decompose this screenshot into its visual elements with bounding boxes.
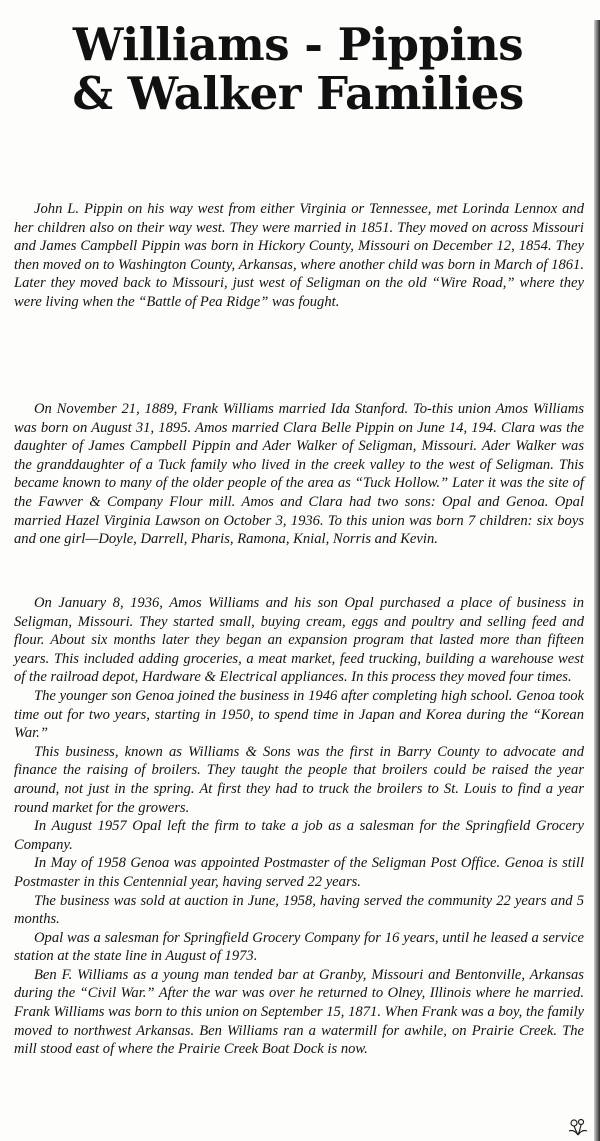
paragraph: On January 8, 1936, Amos Williams and his son Opal purchased a place of business in Seligman, Missouri. They started small, buying cream, eggs and poultry and selling feed and flour. About six months later they began an expansion program that lasted more than fifteen years. This included adding groceries, a meat market, feed trucking, building a warehouse west of the railroad depot, Hardware & Electrical appliances. In this process they moved four times. bbox=[14, 595, 584, 686]
section-williams-business bbox=[14, 594, 584, 1059]
paragraph: The younger son Genoa joined the business in 1946 after completing high school. Genoa took time out for two years, starting in 1950, to spend time in Japan and Korea during the “Korean War.” bbox=[14, 687, 584, 742]
title-line-1: Williams - Pippins bbox=[72, 18, 524, 71]
paragraph: This business, known as Williams & Sons was the first in Barry County to advocate and finance the raising of broilers. They taught the people that broilers could be raised the year around, not just in the spring. At first they had to truck the broilers to St. Louis to find a year round market for the growers. bbox=[14, 743, 584, 816]
flower-ornament-icon bbox=[566, 1117, 590, 1137]
paragraph: Ben F. Williams as a young man tended bar at Granby, Missouri and Bentonville, Arkansas during the “Civil War.” After the war was over he returned to Olney, Illinois where he married. Frank Williams was born to this union on September 15, 1871. When Frank was a boy, the family moved to northwest Arkansas. Ben Williams ran a watermill for awhile, on Prairie Creek. The mill stood east of where the Prairie Creek Boat Dock is now. bbox=[14, 966, 584, 1058]
section-williams-marriage bbox=[14, 400, 584, 549]
title-line-2: & Walker Families bbox=[72, 67, 524, 120]
paragraph: On November 21, 1889, Frank Williams married Ida Stanford. To-this union Amos Williams was born on August 31, 1895. Amos married Clara Belle Pippin on June 14, 194. Clara was the daughter of James Campbell Pippin and Ader Walker of Seligman, Missouri. Ader Walker was the granddaughter of a Tuck family who lived in the creek valley to the west of Seligman. This became known to many of the older people of the area as “Tuck Hollow.” Later it was the site of the Fawver & Company Flour mill. Amos and Clara had two sons: Opal and Genoa. Opal married Hazel Virginia Lawson on October 3, 1936. To this union was born 7 children: six boys and one girl—Doyle, Darrell, Pharis, Ramona, Knial, Norris and Kevin. bbox=[14, 401, 584, 548]
article-title bbox=[14, 20, 582, 118]
paragraph: Opal was a salesman for Springfield Grocery Company for 16 years, until he leased a service station at the state line in August of 1973. bbox=[14, 929, 584, 965]
page-edge-shadow bbox=[594, 20, 600, 1141]
paragraph: John L. Pippin on his way west from either Virginia or Tennessee, met Lorinda Lennox and her children also on their way west. They were married in 1851. They moved on across Missouri and James Campbell Pippin was born in Hickory County, Missouri on December 12, 1854. They then moved on to Washington County, Arkansas, where another child was born in March of 1861. Later they moved back to Missouri, just west of Seligman on the old “Wire Road,” where they were living when the “Battle of Pea Ridge” was fought. bbox=[14, 201, 584, 310]
section-pippin-history bbox=[14, 200, 584, 312]
paragraph: The business was sold at auction in June, 1958, having served the community 22 years and 5 months. bbox=[14, 892, 584, 928]
paragraph: In May of 1958 Genoa was appointed Postmaster of the Seligman Post Office. Genoa is still Postmaster in this Centennial year, having served 22 years. bbox=[14, 855, 584, 890]
paragraph: In August 1957 Opal left the firm to take a job as a salesman for the Springfield Grocery Company. bbox=[14, 818, 584, 853]
